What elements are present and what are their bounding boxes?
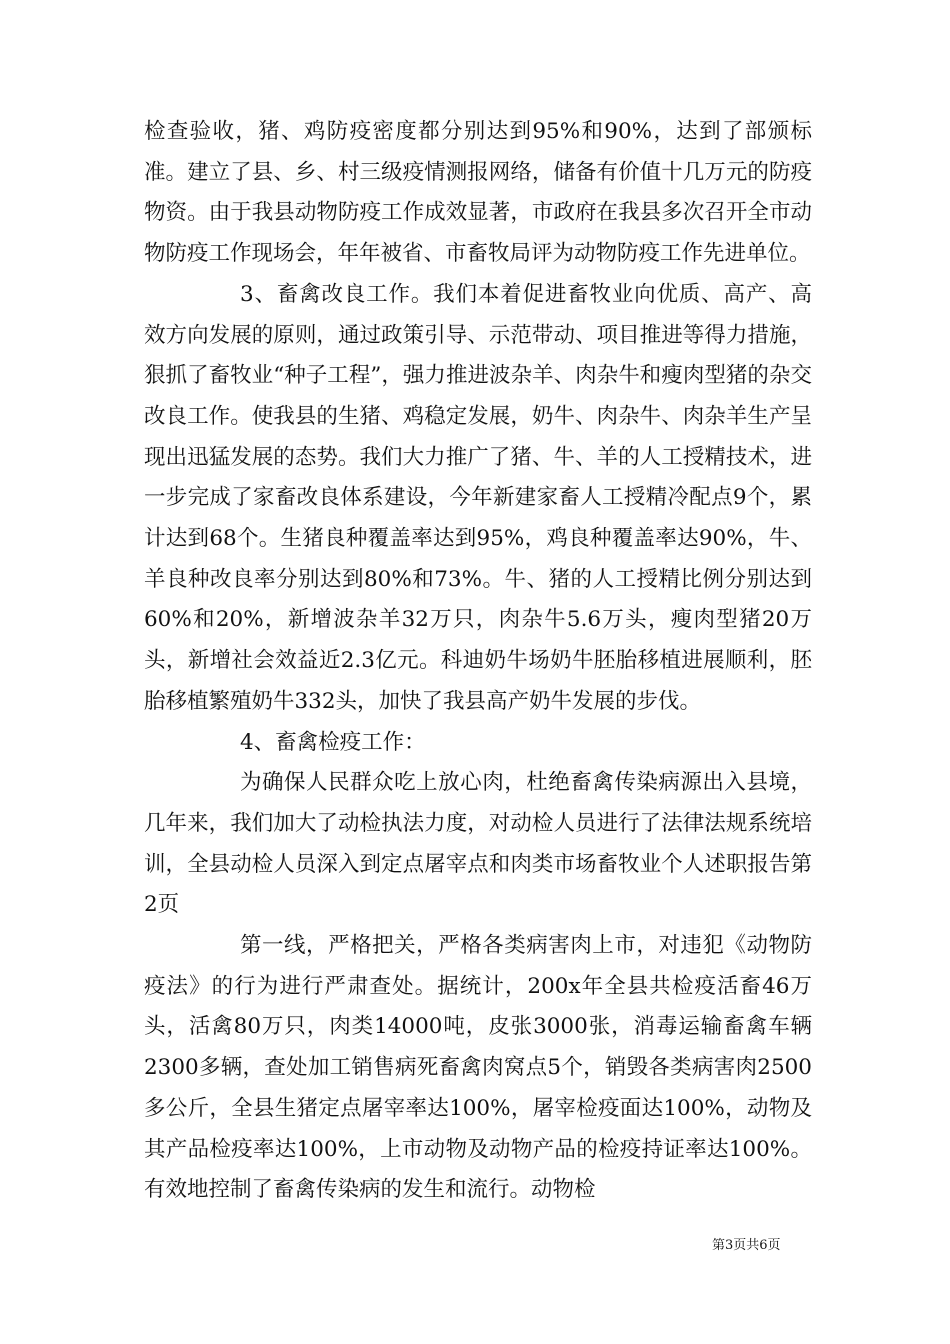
paragraph-quarantine-intro: 为确保人民群众吃上放心肉，杜绝畜禽传染病源出入县境，几年来，我们加大了动检执法力度，对动检人员进行了法律法规系统培训，全县动检人员深入到定点屠宰点和肉类市场畜牧业个人述职报告第2页 [144,770,812,918]
paragraph-continuation: 检查验收，猪、鸡防疫密度都分别达到95%和90%，达到了部颁标准。建立了县、乡、村三级疫情测报网络，储备有价值十几万元的防疫物资。由于我县动物防疫工作成效显著，市政府在我县多次召开全市动物防疫工作现场会，年年被省、市畜牧局评为动物防疫工作先进单位。 [144,119,812,267]
page-number: 第3页共6页 [712,1238,781,1253]
paragraph-livestock-improvement: 3、畜禽改良工作。我们本着促进畜牧业向优质、高产、高效方向发展的原则，通过政策引导、示范带动、项目推进等得力措施，狠抓了畜牧业“种子工程”，强力推进波杂羊、肉杂牛和瘦肉型猪的杂交改良工作。使我县的生猪、鸡稳定发展，奶牛、肉杂牛、肉杂羊生产呈现出迅猛发展的态势。我们大力推广了猪、牛、羊的人工授精技术，进一步完成了家畜改良体系建设，今年新建家畜人工授精冷配点9个，累计达到68个。生猪良种覆盖率达到95%，鸡良种覆盖率达90%，牛、羊良种改良率分别达到80%和73%。牛、猪的人工授精比例分别达到60%和20%，新增波杂羊32万只，肉杂牛5.6万头，瘦肉型猪20万头，新增社会效益近2.3亿元。科迪奶牛场奶牛胚胎移植进展顺利，胚胎移植繁殖奶牛332头，加快了我县高产奶牛发展的步伐。 [144,281,812,714]
paragraph-quarantine-heading: 4、畜禽检疫工作： [240,729,426,755]
body-text [144,112,812,1211]
paragraph-quarantine-details: 第一线，严格把关，严格各类病害肉上市，对违犯《动物防疫法》的行为进行严肃查处。据统计，200x年全县共检疫活畜46万头，活禽80万只，肉类14000吨，皮张3000张，消毒运输畜禽车辆2300多辆，查处加工销售病死畜禽肉窝点5个，销毁各类病害肉2500多公斤，全县生猪定点屠宰率达100%，屠宰检疫面达100%，动物及其产品检疫率达100%，上市动物及动物产品的检疫持证率达100%。有效地控制了畜禽传染病的发生和流行。动物检 [144,933,812,1203]
